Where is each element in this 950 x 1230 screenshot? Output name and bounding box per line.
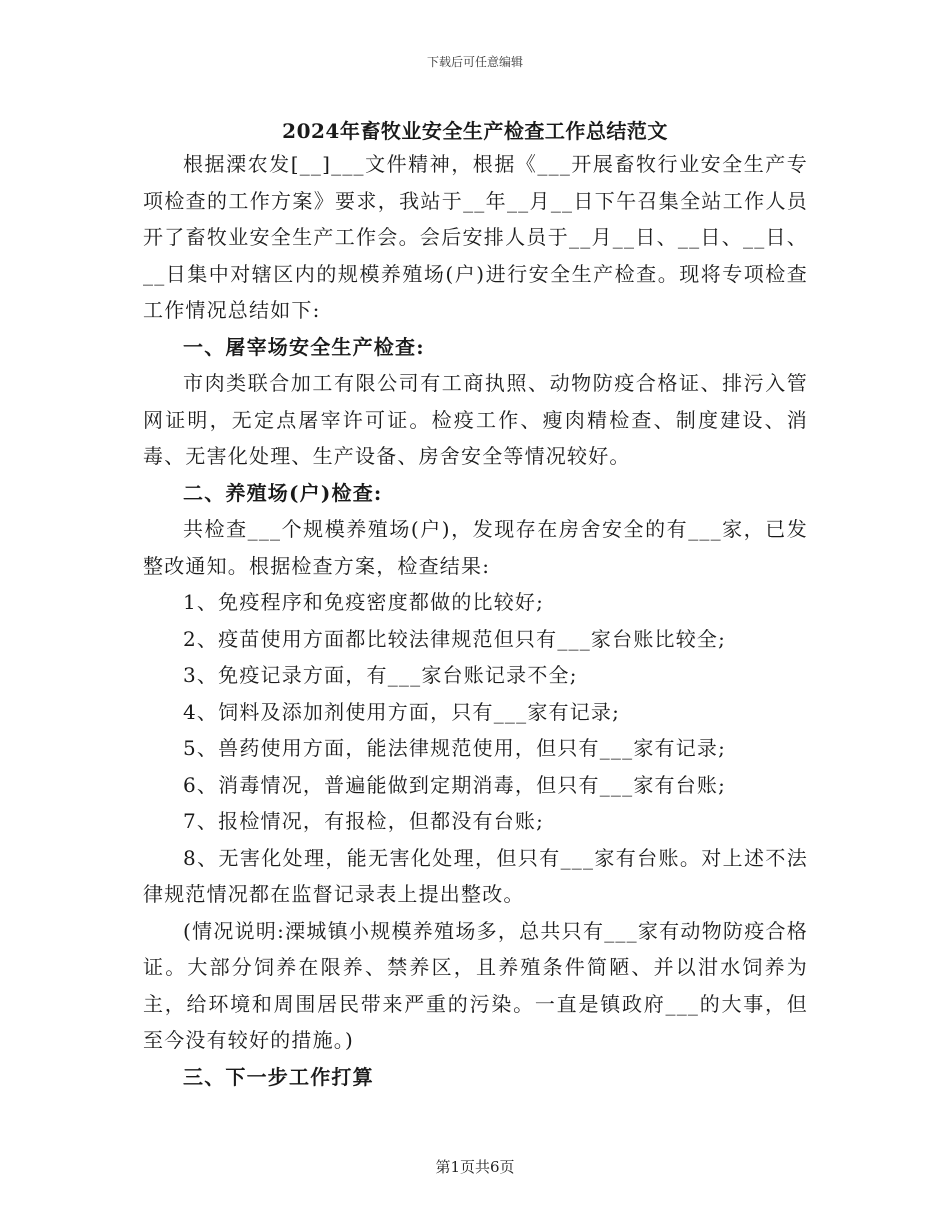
result-item-7: 7、报检情况，有报检，但都没有台账; — [183, 809, 545, 833]
section-heading-next-steps: 三、下一步工作打算 — [183, 1064, 374, 1089]
result-item-8: 8、无害化处理，能无害化处理，但只有___家有台账。对上述不法律规范情况都在监督记录表上提出整改。 — [143, 845, 808, 906]
result-item-3: 3、免疫记录方面，有___家台账记录不全; — [183, 663, 578, 687]
farms-summary-paragraph: 共检查___个规模养殖场(户)，发现存在房舍安全的有___家，已发整改通知。根据检查方案，检查结果: — [143, 517, 808, 578]
result-item-5: 5、兽药使用方面，能法律规范使用，但只有___家有记录; — [183, 736, 727, 760]
result-item-2: 2、疫苗使用方面都比较法律规范但只有___家台账比较全; — [183, 626, 727, 651]
result-item-6: 6、消毒情况，普遍能做到定期消毒，但只有___家有台账; — [183, 772, 727, 797]
page-number: 第1页共6页 — [435, 1158, 515, 1176]
document-body — [143, 146, 808, 1095]
section-heading-slaughterhouse: 一、屠宰场安全生产检查: — [183, 334, 425, 359]
section-heading-farms: 二、养殖场(户)检查: — [183, 480, 383, 505]
slaughterhouse-paragraph: 市肉类联合加工有限公司有工商执照、动物防疫合格证、排污入管网证明，无定点屠宰许可证。检疫工作、瘦肉精检查、制度建设、消毒、无害化处理、生产设备、房舍安全等情况较好。 — [143, 371, 808, 468]
intro-paragraph: 根据溧农发[__]___文件精神，根据《___开展畜牧行业安全生产专项检查的工作方案》要求，我站于__年__月__日下午召集全站工作人员开了畜牧业安全生产工作会。会后安排人员于__月__日、__日、__日、__日集中对辖区内的规模养殖场(户)进行安全生产检查。现将专项检查工作情况总结如下: — [143, 152, 808, 322]
situation-note-paragraph: (情况说明:溧城镇小规模养殖场多，总共只有___家有动物防疫合格证。大部分饲养在限养、禁养区，且养殖条件简陋、并以泔水饲养为主，给环境和周围居民带来严重的污染。一直是镇政府___的大事，但至今没有较好的措施。) — [143, 918, 808, 1052]
header-note: 下载后可任意编辑 — [426, 55, 523, 69]
document-title: 2024年畜牧业安全生产检查工作总结范文 — [282, 119, 668, 143]
result-item-4: 4、饲料及添加剂使用方面，只有___家有记录; — [183, 699, 621, 724]
result-item-1: 1、免疫程序和免疫密度都做的比较好; — [183, 590, 545, 614]
